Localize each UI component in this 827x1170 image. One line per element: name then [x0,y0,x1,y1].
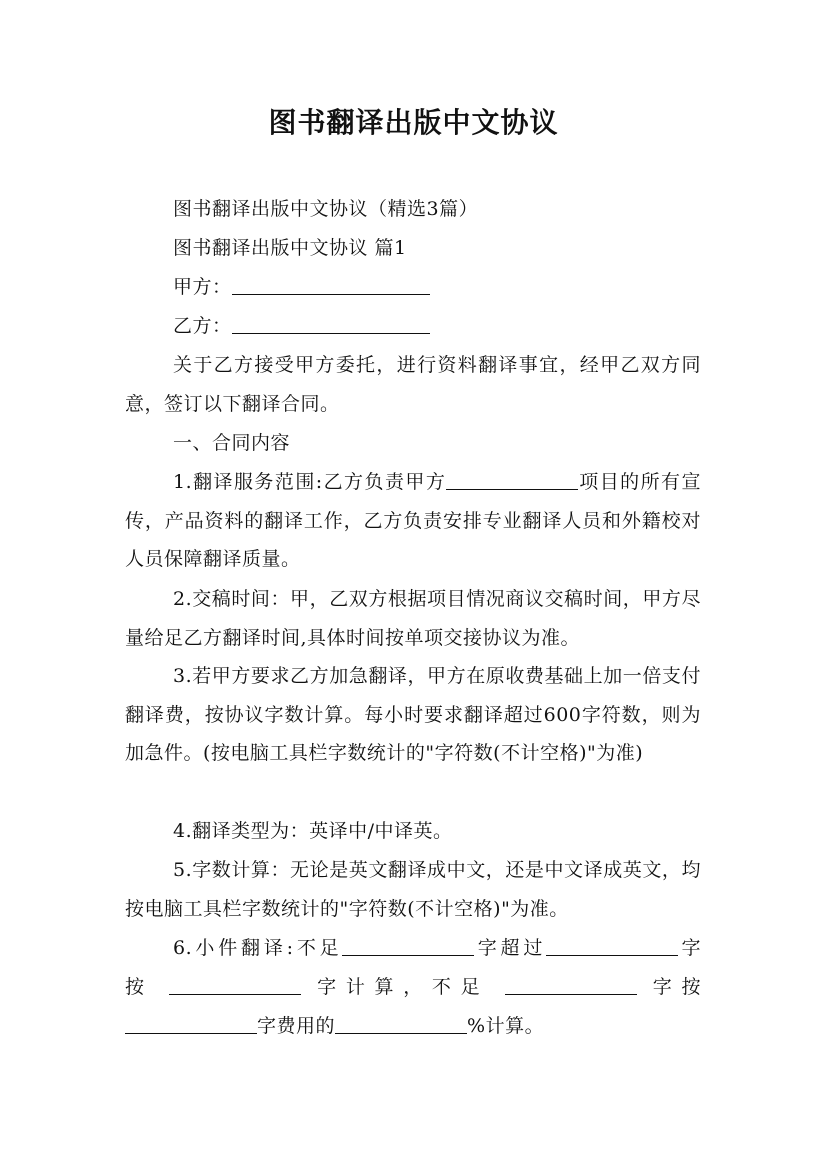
intro-paragraph: 关于乙方接受甲方委托，进行资料翻译事宜，经甲乙双方同意，签订以下翻译合同。 [125,354,701,415]
document-title: 图书翻译出版中文协议 [268,106,559,139]
clause-6-line-2 [125,968,701,1007]
clause-6-text-f: 字按 [652,976,701,998]
clause-6-text-e: 字计算，不足 [317,976,490,998]
clause-1 [125,463,701,579]
clause-6-line-3 [125,1007,701,1046]
party-a-blank [232,275,430,295]
party-b-blank [232,314,430,334]
clause-6-text-c: 字 [678,937,701,959]
clause-5: 5.字数计算：无论是英文翻译成中文，还是中文译成英文，均按电脑工具栏字数统计的"字符数(不计空格)"为准。 [125,859,701,920]
blank-2 [546,936,678,956]
clause-1-text-b: 项目的所有宣传，产品资料的翻译工作，乙方负责安排专业翻译人员和外籍校对人员保障翻译质量。 [125,471,701,571]
project-blank [446,470,578,490]
blank-1 [342,936,474,956]
article-heading: 图书翻译出版中文协议 篇1 [173,237,407,259]
clause-2: 2.交稿时间：甲，乙双方根据项目情况商议交稿时间，甲方尽量给足乙方翻译时间,具体时间按单项交接协议为准。 [125,588,701,649]
document-subtitle: 图书翻译出版中文协议（精选3篇） [173,198,479,220]
clause-6-text-d: 按 [125,976,154,998]
clause-4: 4.翻译类型为：英译中/中译英。 [173,820,453,842]
party-b-label: 乙方： [173,315,232,337]
party-b-line [125,307,701,346]
clause-6-text-g: 字费用的 [257,1015,336,1037]
party-a-line [125,268,701,307]
blank-6 [335,1014,467,1034]
clause-6-text-h: %计算。 [467,1015,545,1037]
clause-6-text-a: 6.小件翻译:不足 [173,937,343,959]
party-a-label: 甲方： [173,276,232,298]
blank-5 [125,1014,257,1034]
section-heading: 一、合同内容 [173,432,291,454]
blank-4 [505,975,637,995]
clause-3: 3.若甲方要求乙方加急翻译，甲方在原收费基础上加一倍支付翻译费，按协议字数计算。每小时要求翻译超过600字符数，则为加急件。(按电脑工具栏字数统计的"字符数(不计空格)"为准) [125,665,701,765]
clause-6-line-1 [125,929,701,968]
clause-6-text-b: 字超过 [474,937,547,959]
clause-1-text-a: 1.翻译服务范围:乙方负责甲方 [173,471,447,493]
blank-3 [169,975,301,995]
